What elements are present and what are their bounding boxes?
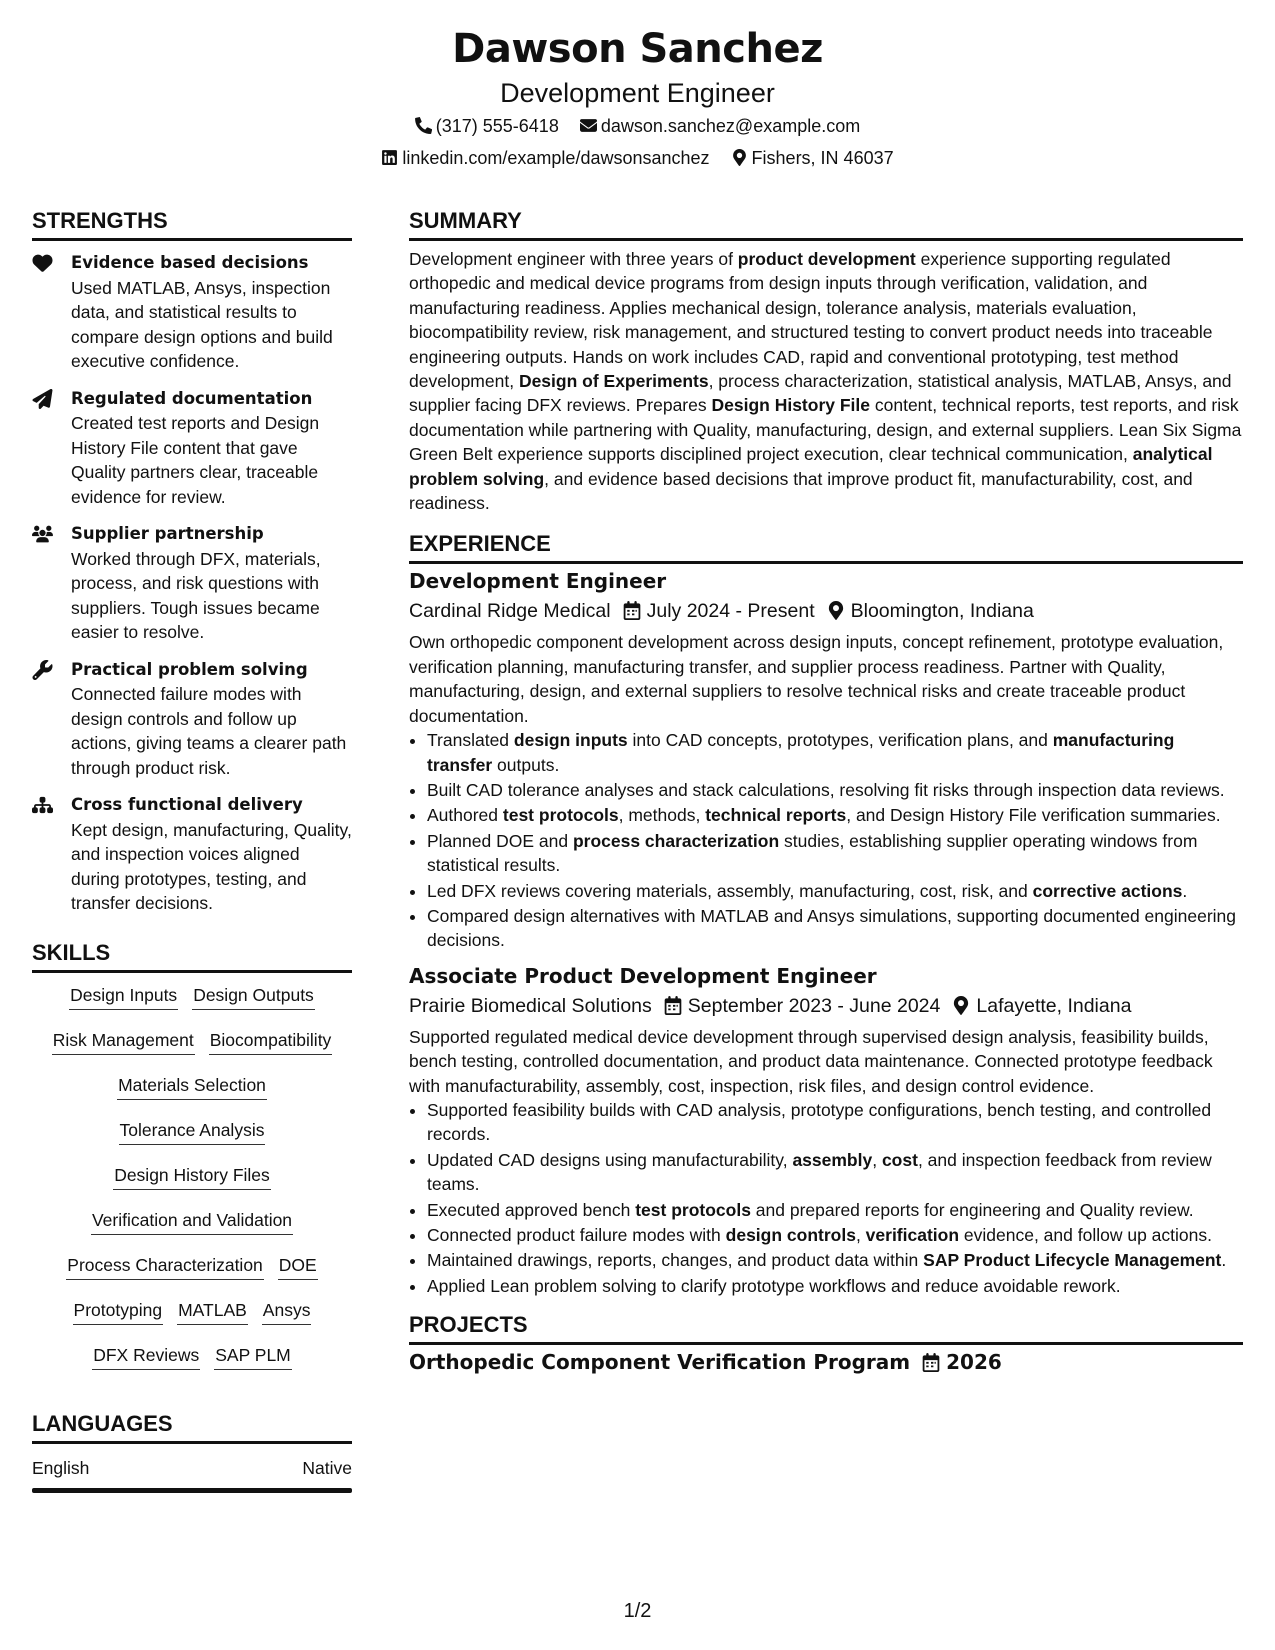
linkedin-contact: [381, 142, 709, 174]
envelope-icon: [580, 117, 597, 134]
wrench-icon: [32, 660, 54, 680]
emphasis-text: process characterization: [572, 830, 780, 851]
skills-row: [32, 1208, 352, 1253]
emphasis-text: Design of Experiments: [518, 371, 709, 392]
strength-description: Worked through DFX, materials, process, and risk questions with suppliers. Tough issues became easier to resolve.: [71, 548, 321, 642]
skills-row: [32, 1253, 352, 1298]
text-run: Updated CAD designs using manufacturability,: [427, 1149, 793, 1170]
skill-tag: Tolerance Analysis: [119, 1118, 266, 1145]
email-link[interactable]: dawson.sanchez@example.com: [600, 116, 861, 136]
emphasis-text: design controls: [725, 1225, 856, 1245]
experience-list: [409, 566, 1243, 1298]
text-run: Translated: [427, 730, 514, 751]
strength-item: [32, 793, 352, 916]
text-run: Authored: [427, 805, 503, 826]
email-contact: [580, 110, 860, 142]
job-description: Own orthopedic component development across design inputs, concept refinement, prototype evaluation, verification planning, manufacturing transfer, and supplier process readiness. Partner with Quality, manufacturing, design, and external suppliers to resolve technical risks and create traceable product documentation.: [409, 632, 1224, 726]
calendar-icon: [910, 1350, 946, 1374]
heart-icon: [32, 253, 54, 273]
skill-tag: Risk Management: [52, 1028, 195, 1055]
skills-row: [32, 1073, 352, 1118]
strength-description: Used MATLAB, Ansys, inspection data, and statistical results to compare design options and build executive confidence.: [71, 277, 333, 371]
text-run: studies, establishing supplier operating windows from statistical results.: [427, 830, 1198, 876]
linkedin-icon: [381, 149, 398, 166]
text-run: , and Design History File verification summaries.: [846, 805, 1221, 826]
text-run: into CAD concepts, prototypes, verification plans, and: [627, 730, 1053, 751]
skills-row: [32, 1343, 352, 1388]
language-item: [32, 1456, 352, 1480]
strength-description: Created test reports and Design History File content that gave Quality partners clear, traceable evidence for review.: [71, 413, 320, 507]
paper-plane-icon: [32, 389, 54, 409]
strength-title: Evidence based decisions: [71, 253, 309, 272]
text-run: ,: [872, 1149, 882, 1170]
text-run: Applied Lean problem solving to clarify prototype workflows and reduce avoidable rework.: [427, 1275, 1121, 1296]
job-entry: [409, 961, 1243, 1298]
job-location: Bloomington, Indiana: [850, 600, 1034, 623]
emphasis-text: technical reports: [705, 805, 847, 826]
language-level-bar: [32, 1488, 352, 1493]
skill-tag: Design Inputs: [69, 983, 178, 1010]
text-run: Supported feasibility builds with CAD analysis, prototype configurations, bench testing, and controlled records.: [427, 1099, 1212, 1145]
job-title: Development Engineer: [409, 569, 667, 594]
text-run: Executed approved bench: [427, 1199, 636, 1220]
text-run: , and evidence based decisions that improve product fit, manufacturability, cost, and readiness.: [409, 468, 1193, 514]
bullet-item: [427, 1274, 1243, 1298]
skill-tag: Verification and Validation: [91, 1208, 293, 1235]
bullet-item: [427, 1148, 1243, 1197]
strength-title: Supplier partnership: [71, 524, 264, 543]
people-group-icon: [32, 524, 54, 544]
strength-item: [32, 658, 352, 781]
strength-title: Practical problem solving: [71, 659, 308, 679]
text-run: Connected product failure modes with: [427, 1225, 726, 1245]
linkedin-link[interactable]: linkedin.com/example/dawsonsanchez: [402, 148, 710, 168]
projects-list: [409, 1347, 1243, 1377]
job-description: Supported regulated medical device development through supervised design analysis, feasibility builds, bench testing, controlled documentation, and product data maintenance. Connected prototype feedback with manufacturability, assembly, cost, inspection, risk files, and design control evidence.: [409, 1026, 1213, 1096]
right-column: [409, 206, 1243, 1377]
strengths-list: [32, 251, 352, 916]
emphasis-text: analytical problem solving: [409, 444, 1213, 489]
skill-tag: Process Characterization: [66, 1253, 264, 1280]
experience-heading: EXPERIENCE: [409, 529, 1243, 564]
text-run: ,: [855, 1225, 866, 1245]
text-run: , methods,: [618, 805, 706, 826]
skill-tag: DOE: [278, 1253, 318, 1280]
phone-contact: [415, 110, 559, 142]
skill-tag: Prototyping: [73, 1298, 164, 1325]
skills-row: [32, 1298, 352, 1343]
candidate-title: Development Engineer: [500, 78, 775, 108]
bullet-item: [427, 829, 1243, 878]
job-dates: July 2024 - Present: [646, 600, 815, 623]
job-meta: [409, 596, 1243, 626]
company-name: Cardinal Ridge Medical: [409, 600, 611, 623]
skill-tag: Design Outputs: [192, 983, 315, 1010]
org-chart-icon: [32, 795, 54, 815]
job-title: Associate Product Development Engineer: [409, 963, 877, 988]
skill-tag: SAP PLM: [214, 1343, 292, 1370]
emphasis-text: cost: [881, 1149, 918, 1170]
skills-row: [32, 1118, 352, 1163]
project-entry: [409, 1347, 1243, 1377]
page-number: 1/2: [623, 1600, 652, 1622]
emphasis-text: verification: [865, 1225, 960, 1245]
phone-icon: [415, 117, 432, 134]
skills-list: [32, 983, 352, 1388]
summary-text: [409, 247, 1243, 515]
bullet-item: [427, 1198, 1243, 1222]
contact-row-1: [0, 110, 1275, 142]
bullet-item: [427, 904, 1243, 953]
map-pin-icon: [815, 600, 851, 622]
skills-heading: SKILLS: [32, 938, 352, 973]
language-level: Native: [302, 1457, 352, 1478]
language-name: English: [32, 1457, 90, 1478]
skills-row: [32, 983, 352, 1028]
text-run: and prepared reports for engineering and Quality review.: [750, 1199, 1194, 1220]
strength-item: [32, 251, 352, 374]
summary-heading: SUMMARY: [409, 206, 1243, 241]
calendar-icon: [652, 995, 688, 1017]
strength-description: Kept design, manufacturing, Quality, and inspection voices aligned during prototypes, testing, and transfer decisions.: [71, 819, 352, 913]
skills-row: [32, 1163, 352, 1208]
emphasis-text: SAP Product Lifecycle Management: [923, 1250, 1222, 1271]
phone-text: (317) 555-6418: [435, 116, 559, 136]
job-meta: [409, 991, 1243, 1021]
emphasis-text: test protocols: [502, 805, 619, 826]
strength-title: Cross functional delivery: [71, 795, 303, 814]
skills-row: [32, 1028, 352, 1073]
location-text: Fishers, IN 46037: [751, 148, 894, 168]
bullet-item: [427, 879, 1243, 903]
skill-tag: Design History Files: [113, 1163, 271, 1190]
location-contact: [731, 142, 894, 174]
languages-list: [32, 1456, 352, 1493]
strength-description: Connected failure modes with design controls and follow up actions, giving teams a clearer path through product risk.: [71, 684, 347, 778]
text-run: Built CAD tolerance analyses and stack calculations, resolving fit risks through inspection data reviews.: [427, 779, 1225, 800]
job-entry: [409, 566, 1243, 952]
contact-row-2: [0, 142, 1275, 174]
project-date: 2026: [946, 1350, 1002, 1375]
map-pin-icon: [731, 149, 748, 166]
bullet-item: [427, 1248, 1243, 1272]
job-bullets: [409, 728, 1243, 953]
strength-item: [32, 522, 352, 645]
skill-tag: MATLAB: [177, 1298, 248, 1325]
text-run: , and inspection feedback from review teams.: [427, 1149, 1212, 1195]
company-name: Prairie Biomedical Solutions: [409, 994, 652, 1017]
languages-heading: LANGUAGES: [32, 1409, 352, 1444]
left-column: [32, 206, 352, 1493]
skill-tag: Materials Selection: [117, 1073, 267, 1100]
emphasis-text: test protocols: [635, 1199, 751, 1220]
emphasis-text: manufacturing transfer: [427, 730, 1175, 775]
text-run: Led DFX reviews covering materials, assembly, manufacturing, cost, risk, and: [427, 880, 1033, 901]
bullet-item: [427, 728, 1243, 777]
resume-header: [0, 20, 1275, 174]
bullet-item: [427, 778, 1243, 802]
skill-tag: DFX Reviews: [92, 1343, 200, 1370]
calendar-icon: [611, 600, 647, 622]
map-pin-icon: [940, 995, 976, 1017]
text-run: Planned DOE and: [427, 830, 573, 851]
strengths-heading: STRENGTHS: [32, 206, 352, 241]
text-run: Maintained drawings, reports, changes, and product data within: [427, 1250, 924, 1271]
bullet-item: [427, 803, 1243, 827]
job-dates: September 2023 - June 2024: [687, 994, 941, 1017]
text-run: .: [1182, 880, 1188, 901]
text-run: , process characterization, statistical analysis, MATLAB, Ansys, and supplier facing DFX reviews. Prepares: [409, 371, 1232, 416]
emphasis-text: Design History File: [711, 395, 870, 416]
emphasis-text: product development: [737, 249, 916, 269]
emphasis-text: assembly: [792, 1149, 873, 1170]
emphasis-text: design inputs: [513, 730, 628, 751]
job-location: Lafayette, Indiana: [976, 994, 1132, 1017]
strength-item: [32, 387, 352, 510]
bullet-item: [427, 1098, 1243, 1147]
text-run: Development engineer with three years of: [409, 249, 738, 269]
text-run: content, technical reports, test reports, and risk documentation while partnering with Quality, manufacturing, design, and external suppliers. Lean Six Sigma Green Belt experience supports disciplined project execution, clear technical communication,: [409, 395, 1242, 465]
text-run: outputs.: [492, 754, 560, 775]
emphasis-text: corrective actions: [1032, 880, 1183, 901]
text-run: experience supporting regulated orthopedic and medical device programs from design inputs through verification, validation, and manufacturing readiness. Applies mechanical design, tolerance analysis, materials evaluation, biocompatibility review, risk management, and structured testing to convert product needs into traceable engineering outputs. Hands on work includes CAD, rapid and conventional prototyping, test method development,: [409, 249, 1213, 392]
bullet-item: [427, 1223, 1243, 1247]
strength-title: Regulated documentation: [71, 388, 313, 408]
text-run: evidence, and follow up actions.: [959, 1225, 1212, 1245]
skill-tag: Biocompatibility: [209, 1028, 333, 1055]
project-title: Orthopedic Component Verification Program: [409, 1350, 911, 1375]
candidate-name: Dawson Sanchez: [452, 26, 823, 72]
skill-tag: Ansys: [262, 1298, 312, 1325]
text-run: Compared design alternatives with MATLAB and Ansys simulations, supporting documented engineering decisions.: [427, 905, 1237, 951]
projects-heading: PROJECTS: [409, 1310, 1243, 1345]
text-run: .: [1221, 1250, 1227, 1271]
job-bullets: [409, 1098, 1243, 1298]
